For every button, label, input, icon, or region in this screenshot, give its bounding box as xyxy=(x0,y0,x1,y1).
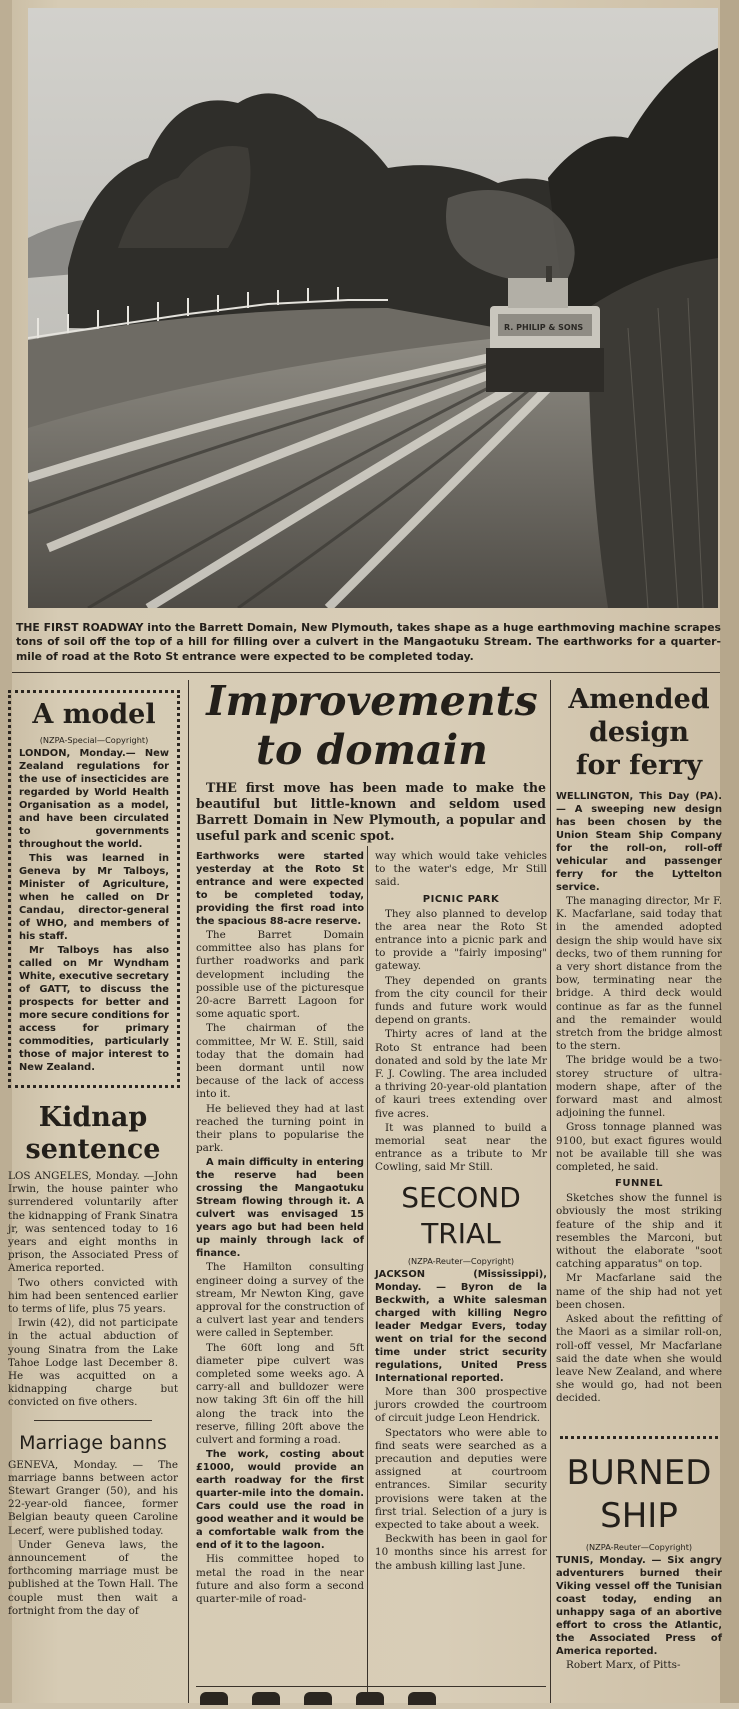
headline-line: design xyxy=(588,717,690,748)
paragraph: This was learned in Geneva by Mr Talboys, Minister of Agriculture, when he called on Dr Candau, director-general of WHO, and members of his staff. xyxy=(19,853,169,942)
paragraph: Asked about the refitting of the Maori as a similar roll-on, roll-off vessel, Mr Macfarlane said the date when she would leave New Zealand, and where she would go, had not been decided. xyxy=(556,1313,722,1405)
paragraph: They depended on grants from the city council for their funds and future work would depend on grants. xyxy=(375,974,547,1027)
domain-column-2 xyxy=(375,850,547,1176)
headline-marriage-banns: Marriage banns xyxy=(19,1431,167,1454)
paragraph: JACKSON (Mississippi), Monday. — Byron de la Beckwith, a White salesman charged with killing Negro leader Medgar Evers, today went on trial for the second time under strict security regulations, United Press International reported. xyxy=(375,1269,547,1384)
paragraph: way which would take vehicles to the water's edge, Mr Still said. xyxy=(375,850,547,889)
paragraph: WELLINGTON, This Day (PA). — A sweeping new design has been chosen by the Union Steam Ship Company for the roll-on, roll-off vehicular and passenger ferry for the Lyttelton service. xyxy=(556,791,722,893)
paragraph: More than 300 prospective jurors crowded the courtroom of circuit judge Leon Hendrick. xyxy=(375,1386,547,1425)
paragraph: Beckwith has been in gaol for 10 months since his arrest for the ambush killing last June. xyxy=(375,1533,547,1572)
column-rule xyxy=(188,680,189,1703)
paragraph: Earthworks were started yesterday at the Roto St entrance and were expected to be completed today, providing the first road into the spacious 88-acre reserve. xyxy=(196,851,364,927)
paragraph: Sketches show the funnel is obviously the most striking feature of the ship and it resembles the Marconi, but without the elaborate "soot catching apparatus" on top. xyxy=(556,1192,722,1271)
domain-column-1 xyxy=(196,850,364,1607)
headline-line: SECOND xyxy=(401,1181,521,1214)
article-divider xyxy=(34,1420,152,1421)
paragraph: Irwin (42), did not participate in the actual abduction of young Sinatra from the Lake Tahoe Lodge last December 8. He was acquitted on a kidnapping charge but convicted on five others. xyxy=(8,1317,178,1409)
article-marriage-banns xyxy=(8,1431,178,1618)
headline-kidnap: Kidnap sentence xyxy=(25,1102,161,1165)
headline-line: Amended xyxy=(568,684,710,715)
paragraph: The Barret Domain committee also has plans for further roadworks and park development including the possible use of the picturesque 20-acre Barrett Lagoon for some aquatic sport. xyxy=(196,929,364,1021)
paragraph: A main difficulty in entering the reserve had been crossing the Mangaotuku Stream flowing through it. A culvert was envisaged 15 years ago but had been held up mainly through lack of finance. xyxy=(196,1157,364,1260)
article-divider xyxy=(560,1436,718,1439)
paragraph: LOS ANGELES, Monday. —John Irwin, the house painter who surrendered voluntarily after the kidnapping of Frank Sinatra jr, was sentenced today to 16 years and eight months in prison, the Associated Press of America reported. xyxy=(8,1170,178,1275)
paragraph: Under Geneva laws, the announcement of the forthcoming marriage must be published at the Town Hall. The couple must then wait a fortnight from the day of xyxy=(8,1538,178,1617)
paragraph: The chairman of the committee, Mr W. E. Still, said today that the domain had been dormant until now because of the lack of access into it. xyxy=(196,1022,364,1101)
article-amended-design-for-ferry xyxy=(556,683,722,1407)
paragraph: Gross tonnage planned was 9100, but exact figures would not be available till she was completed, he said. xyxy=(556,1121,722,1174)
article-intro: THE first move has been made to make the beautiful but little-known and seldom used Barrett Domain in New Plymouth, a popular and useful park and scenic spot. xyxy=(196,780,546,843)
headline-line: TRIAL xyxy=(421,1217,501,1250)
subhead-funnel: FUNNEL xyxy=(615,1178,663,1190)
credit-line: (NZPA-Special—Copyright) xyxy=(39,735,149,745)
paragraph: They also planned to develop the area near the Roto St entrance into a picnic park and to provide a "fairly imposing" gateway. xyxy=(375,907,547,973)
headline-line: BURNED xyxy=(566,1453,712,1493)
caption-rule xyxy=(12,672,720,673)
paragraph: Spectators who were able to find seats were searched as a precaution and deputies were assigned at courtroom entrances. Similar security provisions were taken at the first trial. Selection of a jury is expected to take about a week. xyxy=(375,1426,547,1532)
headline-improvements-to-domain xyxy=(196,677,548,775)
subhead-picnic-park: PICNIC PARK xyxy=(422,893,500,905)
paragraph: Two others convicted with him had been sentenced earlier to terms of life, plus 75 years. xyxy=(8,1276,178,1316)
headline-burned-ship xyxy=(556,1452,722,1538)
paragraph: LONDON, Monday.— New Zealand regulations for the use of insecticides are regarded by World Health Organisation as a model, and have been circulated to governments throughout the world. xyxy=(19,748,169,850)
article-burned-ship xyxy=(556,1448,722,1673)
credit-line: (NZPA-Reuter—Copyright) xyxy=(585,1542,693,1552)
bottom-rule xyxy=(196,1686,546,1687)
headline-line: Improvements xyxy=(206,677,538,725)
earthmoving-scene-illustration xyxy=(28,8,718,608)
headline-line: for ferry xyxy=(575,750,703,781)
article-kidnap-sentence xyxy=(8,1102,178,1619)
column-rule xyxy=(550,680,551,1703)
column-rule xyxy=(367,846,368,1703)
paragraph: His committee hoped to metal the road in the near future and also form a second quarter-mile of road- xyxy=(196,1553,364,1605)
paragraph: The managing director, Mr F. K. Macfarlane, said today that in the amended adopted design the ship would have six decks, two of them running for a very short distance from the bow, terminating near the bridge. A third deck would continue as far as the funnel and the remainder would stretch from the bridge almost to the stern. xyxy=(556,895,722,1053)
paragraph: Mr Talboys has also called on Mr Wyndham White, executive secretary of GATT, to discuss the prospects for better and more secure conditions for access for primary commodities, particularly those of major interest to New Zealand. xyxy=(19,945,169,1073)
paragraph: He believed they had at last reached the turning point in their plans to popularise the park. xyxy=(196,1102,364,1155)
paragraph: It was planned to build a memorial seat near the entrance as a tribute to Mr Cowling, said Mr Still. xyxy=(375,1121,547,1174)
paragraph: The Hamilton consulting engineer doing a survey of the stream, Mr Newton King, gave approval for the construction of a culvert last year and tenders were called in September. xyxy=(196,1261,364,1340)
roadway-photograph xyxy=(28,8,718,608)
paragraph: Robert Marx, of Pitts- xyxy=(566,1659,681,1671)
cropped-headline-below xyxy=(200,1690,560,1703)
headline-a-model: A model xyxy=(32,699,156,730)
headline-amended-design xyxy=(556,683,722,782)
paragraph: The work, costing about £1000, would provide an earth roadway for the first quarter-mile into the domain. Cars could use the road in good weather and it would be a comfortable walk from the end of it to the lagoon. xyxy=(196,1449,364,1552)
article-a-model xyxy=(8,690,180,1088)
paragraph: Mr Macfarlane said the name of the ship had not yet been chosen. xyxy=(556,1272,722,1311)
paragraph: TUNIS, Monday. — Six angry adventurers burned their Viking vessel off the Tunisian coast today, ending an unhappy saga of an abortive effort to cross the Atlantic, the Associated Press of America reported. xyxy=(556,1555,722,1657)
headline-second-trial xyxy=(375,1180,547,1252)
photo-caption: THE FIRST ROADWAY into the Barrett Domain, New Plymouth, takes shape as a huge earthmoving machine scrapes tons of soil off the top of a hill for filling over a culvert in the Mangaotuku Stream. The earthworks for a quarter-mile of road at the Roto St entrance were expected to be completed today. xyxy=(16,621,721,663)
paragraph: Thirty acres of land at the Roto St entrance had been donated and sold by the late Mr F. J. Cowling. The area included a thriving 20-year-old plantation of kauri trees extending over five acres. xyxy=(375,1028,547,1120)
paragraph: GENEVA, Monday. — The marriage banns between actor Stewart Granger (50), and his 22-year-old fiancee, former Belgian beauty queen Caroline Lecerf, were published today. xyxy=(8,1458,178,1537)
vehicle-lettering: R. PHILIP & SONS xyxy=(504,323,584,332)
paragraph: The 60ft long and 5ft diameter pipe culvert was completed some weeks ago. A carry-all and bulldozer were now taking 3ft 6in off the hill along the track into the reserve, filling 20ft above the culvert and forming a road. xyxy=(196,1341,364,1447)
credit-line: (NZPA-Reuter—Copyright) xyxy=(407,1256,515,1266)
adjacent-page-edge-right xyxy=(720,0,739,1703)
headline-line: to domain xyxy=(256,726,488,774)
article-second-trial xyxy=(375,1172,547,1574)
headline-line: SHIP xyxy=(600,1496,678,1536)
paragraph: The bridge would be a two-storey structure of ultra-modern shape, after of the forward mast and almost adjoining the funnel. xyxy=(556,1054,722,1120)
